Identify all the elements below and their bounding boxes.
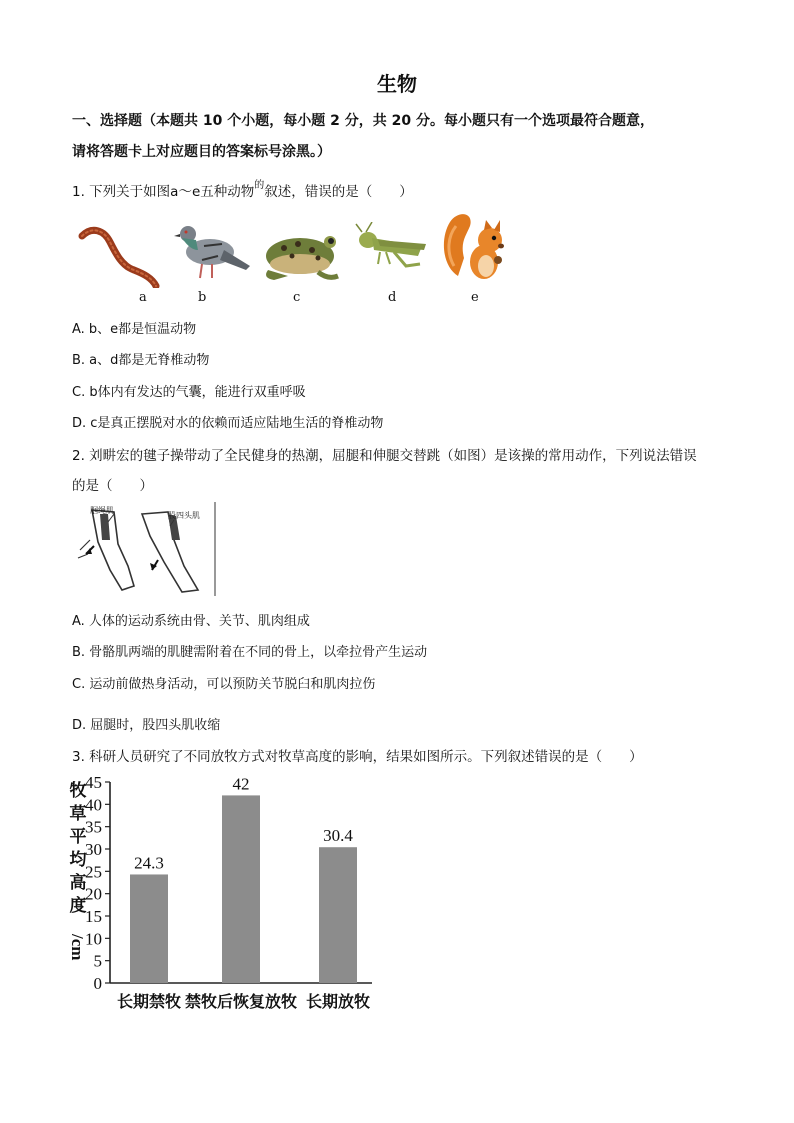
y-tick-label-4: 20: [85, 884, 102, 904]
data-label-2: 30.4: [323, 826, 353, 846]
y-ticks: [85, 773, 110, 993]
question-1-option-d: D. c是真正摆脱对水的依赖而适应陆地生活的脊椎动物: [72, 416, 384, 431]
squirrel-image: [440, 206, 514, 286]
section-header-line2: 请将答题卡上对应题目的答案标号涂黑。）: [72, 144, 331, 160]
leg-muscles-figure: [72, 500, 218, 598]
frog-image: [258, 226, 344, 282]
bar-1: [222, 795, 260, 983]
x-tick-labels: [117, 992, 370, 1011]
animal-label-d: d: [388, 290, 397, 305]
question-2-option-c: C. 运动前做热身活动，可以预防关节脱臼和肌肉拉伤: [72, 677, 376, 692]
y-label-char-2: 平: [69, 827, 87, 846]
question-2-option-a: A. 人体的运动系统由骨、关节、肌肉组成: [72, 614, 310, 629]
question-2-stem-line1: 2. 刘畊宏的毽子操带动了全民健身的热潮，屈腿和伸腿交替跳（如图）是该操的常用动作，下列说法错误: [72, 448, 697, 464]
x-tick-label-0: 长期禁牧: [116, 994, 182, 1011]
y-tick-label-3: 15: [85, 907, 102, 926]
bars: [130, 795, 357, 983]
question-2-option-d: D. 屈腿时，股四头肌收缩: [72, 718, 221, 733]
animal-label-b: b: [198, 290, 207, 305]
y-label-char-1: 草: [69, 804, 87, 823]
earthworm-image: [76, 222, 164, 288]
y-tick-label-0: 0: [93, 974, 102, 993]
bar-0: [130, 874, 168, 983]
question-1-option-b: B. a、d都是无脊椎动物: [72, 353, 210, 368]
pigeon-image: [172, 216, 252, 282]
y-tick-label-5: 25: [85, 862, 102, 882]
y-label-unit: /cm: [68, 934, 87, 961]
y-tick-label-7: 35: [85, 817, 102, 837]
quadriceps-label: 股四头肌: [168, 511, 200, 520]
y-label-char-0: 牧: [69, 781, 87, 800]
question-1-stem-part2: 叙述，错误的是（ ）: [264, 184, 413, 200]
y-tick-label-6: 30: [85, 840, 102, 859]
question-1-option-c: C. b体内有发达的气囊，能进行双重呼吸: [72, 385, 306, 400]
data-label-0: 24.3: [134, 853, 164, 873]
data-label-1: 42: [232, 774, 250, 794]
section-header-line1: 一、选择题（本题共 10 个小题，每小题 2 分，共 20 分。每小题只有一个选项最符合题意，: [72, 113, 654, 129]
question-1-option-a: A. b、e都是恒温动物: [72, 322, 197, 337]
y-label-char-5: 度: [69, 896, 87, 915]
hamstring-label: 腘绳肌: [90, 506, 114, 515]
grass-height-bar-chart: [60, 766, 390, 1028]
x-tick-label-2: 长期放牧: [305, 994, 371, 1011]
y-tick-label-1: 5: [93, 951, 102, 971]
animal-label-c: c: [293, 290, 301, 305]
animal-label-a: a: [139, 290, 147, 305]
grasshopper-image: [350, 222, 434, 278]
question-1-stem: [72, 180, 413, 200]
y-label-char-4: 高: [69, 873, 87, 892]
page-title: 生物: [377, 72, 417, 96]
question-2-option-b: B. 骨骼肌两端的肌腱需附着在不同的骨上，以牵拉骨产生运动: [72, 645, 428, 660]
question-2-stem-line2: 的是（ ）: [72, 478, 153, 494]
question-3-stem: 3. 科研人员研究了不同放牧方式对牧草高度的影响，结果如图所示。下列叙述错误的是（ ）: [72, 749, 643, 765]
question-1-stem-sup: 的: [254, 180, 265, 191]
y-tick-label-9: 45: [85, 773, 102, 792]
bar-2: [319, 847, 357, 983]
y-label-char-3: 均: [69, 850, 87, 869]
y-tick-label-2: 10: [85, 929, 102, 949]
question-1-stem-part1: 1. 下列关于如图a～e五种动物: [72, 184, 255, 200]
x-tick-label-1: 禁牧后恢复放牧: [184, 994, 298, 1011]
animal-label-e: e: [471, 290, 479, 305]
y-tick-label-8: 40: [85, 795, 102, 815]
